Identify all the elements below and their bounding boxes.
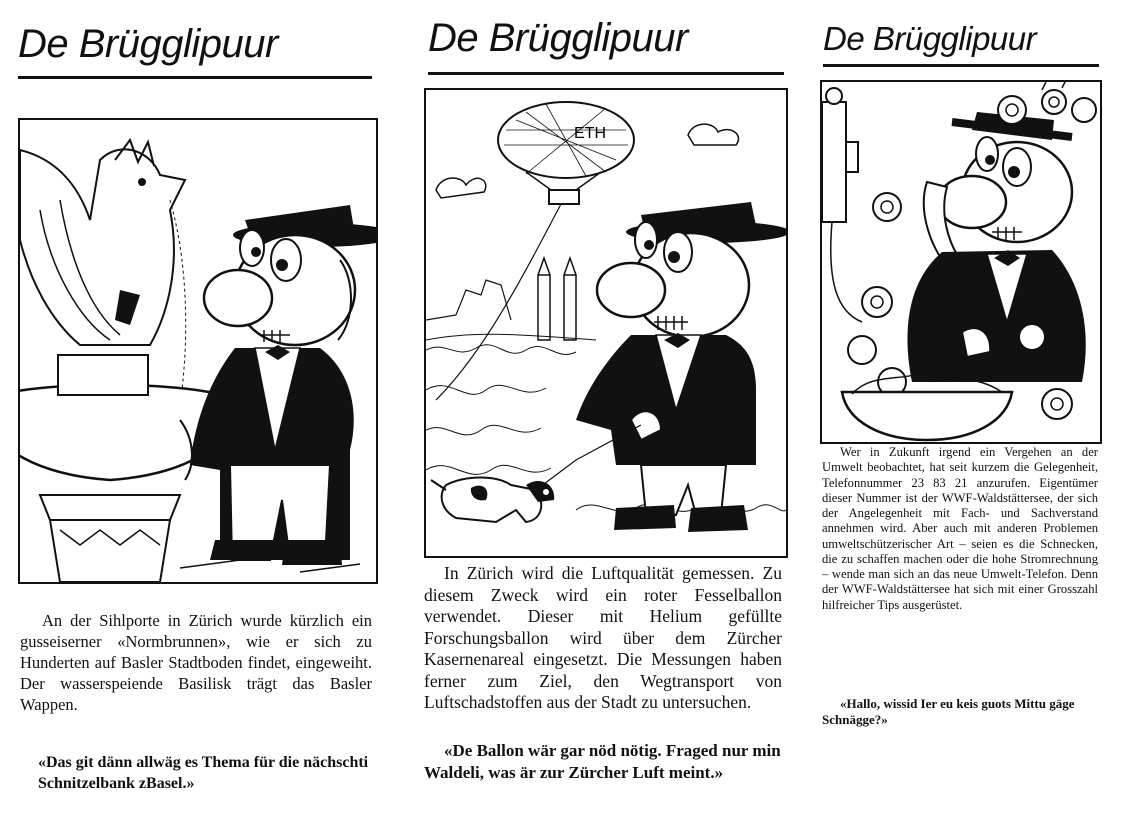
column-1-title: De Brügglipuur bbox=[18, 22, 278, 66]
column-3-title: De Brügglipuur bbox=[823, 20, 1037, 57]
column-2-quote: «De Ballon wär gar nöd nötig. Fraged nur min Waldeli, was är zur Zürcher Luft meint.» bbox=[424, 741, 781, 782]
column-3-title-rule bbox=[823, 64, 1099, 67]
column-3-body-text: Wer in Zukunft irgend ein Vergehen an der Umwelt beobachtet, hat seit kurzem die Gelegenheit, Telefonnummer 23 83 21 anzurufen. Eigentümer dieser Nummer ist der WWF-Waldstättersee, der sich der Angelegenheit mit Fach- und Sachverstand annehmen wird. Aber auch mit anderen Problemen umweltschützerischer Art – seien es die Schnecken, die zu schaffen machen oder die hohe Stromrechnung – wende man sich an das neue Umwelt-Telefon. Denn der WWF-Waldstättersee hat sich mit einer Grosszahl hilfreicher Tips ausgerüstet. bbox=[822, 445, 1098, 612]
cartoon-telephone-snails bbox=[820, 80, 1102, 444]
column-3-quote: «Hallo, wissid Ier eu keis guots Mittu gäge Schnägge?» bbox=[822, 696, 1075, 727]
column-2-body-text: In Zürich wird die Luftqualität gemessen. Zu diesem Zweck wird ein roter Fesselballon verwendet. Dieser mit Helium gefüllte Forschungsballon wird über dem Zürcher Kasernenareal eingesetzt. Die Messungen haben ferner zum Ziel, den Wegtransport von Luftschadstoffen aus der Stadt zu untersuchen. bbox=[424, 563, 782, 712]
cartoon-balloon-dog bbox=[424, 88, 788, 558]
column-2-title-rule bbox=[428, 72, 784, 75]
cartoon-fountain-basilisk-drawing bbox=[20, 120, 376, 582]
column-1-title-rule bbox=[18, 76, 372, 79]
column-1-quote: «Das git dänn allwäg es Thema für die nächschti Schnitzelbank zBasel.» bbox=[38, 754, 369, 792]
column-2-title: De Brügglipuur bbox=[428, 16, 688, 60]
cartoon-balloon-dog-drawing bbox=[426, 90, 786, 556]
cartoon-telephone-snails-drawing bbox=[822, 82, 1100, 442]
cartoon-fountain-basilisk bbox=[18, 118, 378, 584]
column-1-body-text: An der Sihlporte in Zürich wurde kürzlich ein gusseiserner «Normbrunnen», wie er sich zu Hunderten auf Basler Stadtboden findet, eingeweiht. Der wasserspeiende Basilisk trägt das Basler Wappen. bbox=[20, 611, 372, 714]
balloon-label: ETH bbox=[574, 125, 606, 142]
